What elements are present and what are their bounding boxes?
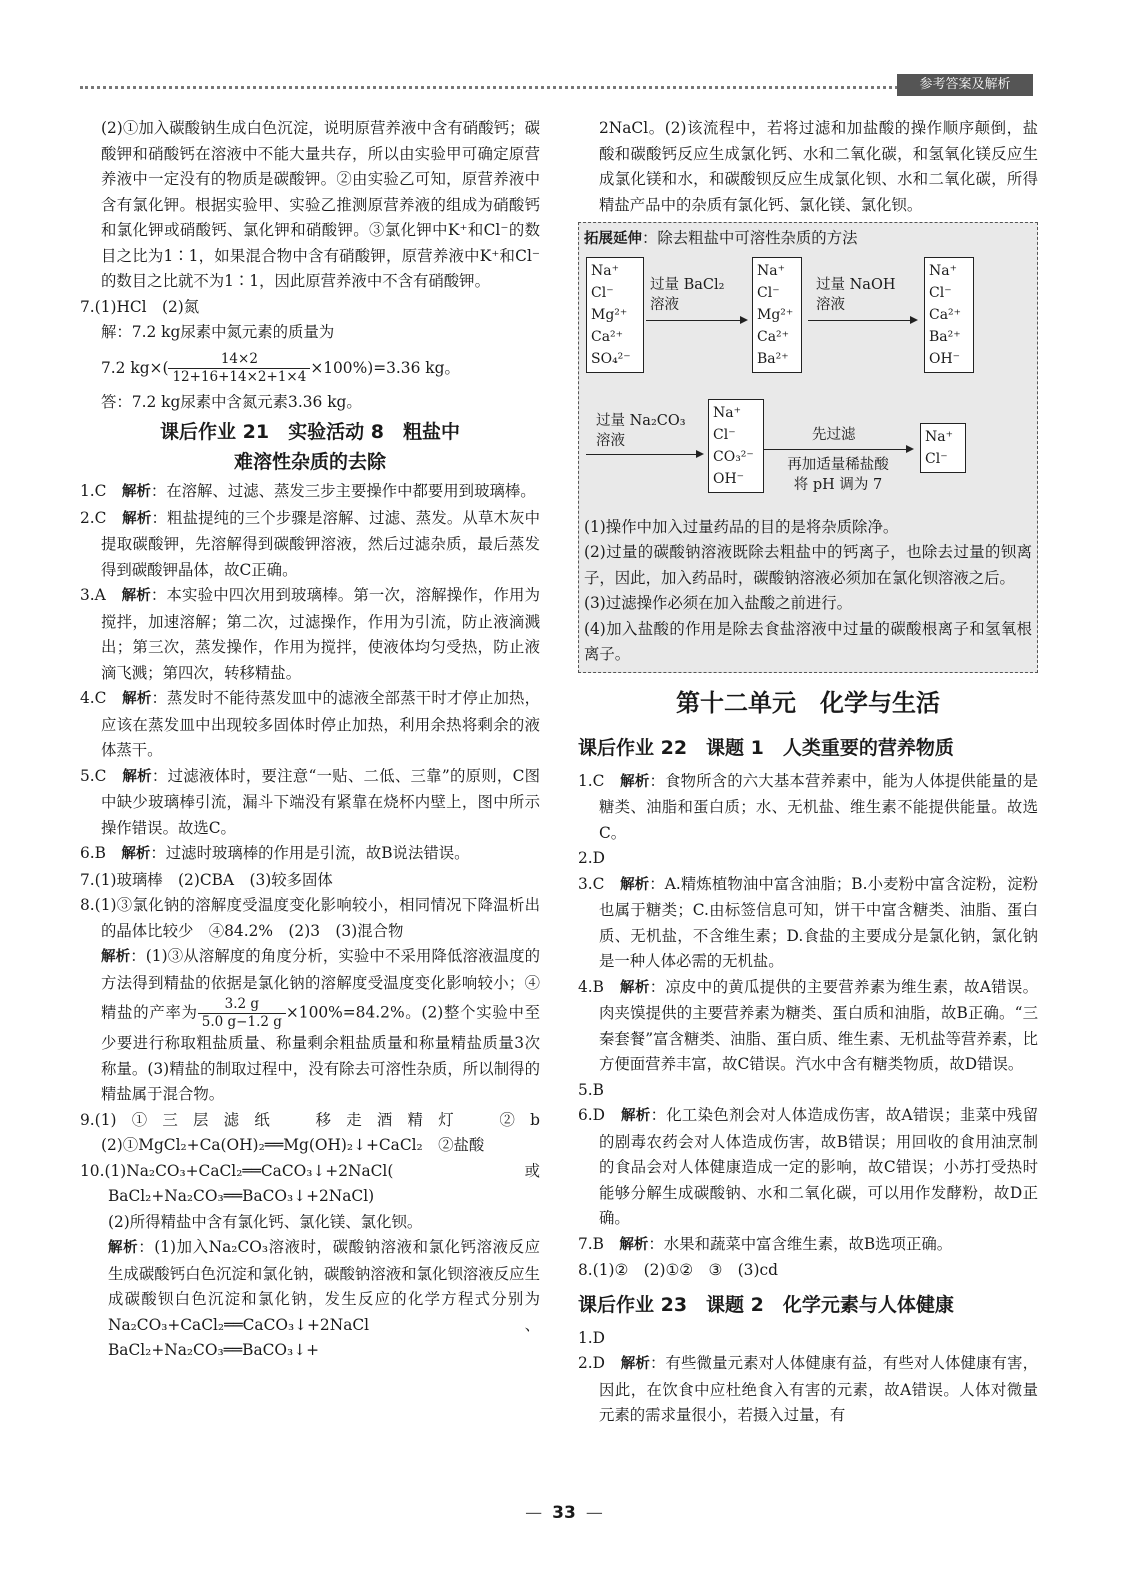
answer-number: 2.D — [578, 1354, 621, 1372]
header-label: 参考答案及解析 — [897, 74, 1033, 96]
extension-box — [578, 222, 1038, 673]
ion: CO₃²⁻ — [713, 448, 754, 465]
answer-item — [578, 769, 1038, 847]
ion: Cl⁻ — [925, 450, 948, 467]
ion: Ca²⁺ — [591, 328, 624, 345]
arrow-right-icon — [764, 449, 912, 450]
ion: OH⁻ — [713, 470, 745, 487]
extension-note: (4)加入盐酸的作用是除去食盐溶液中过量的碳酸根离子和氢氧根离子。 — [584, 619, 1032, 663]
reagent-text: 溶液 — [596, 432, 625, 449]
analysis-text: ：化工染色剂会对人体造成伤害，故A错误；韭菜中残留的剧毒农药会对人体造成伤害，故B错误；用回收的食用油烹制的食品会对人体健康造成一定的影响，故C错误；小苏打受热时能够分解生成碳酸钠、水和二氧化碳，可以用作发酵粉，故D正确。 — [599, 1106, 1038, 1227]
analysis-text: ：水果和蔬菜中富含维生素，故B选项正确。 — [648, 1234, 953, 1253]
analysis-label: 解析 — [122, 691, 152, 707]
ion-box-1 — [586, 257, 644, 373]
answer-number: 6.D — [578, 1106, 621, 1124]
fraction-denominator: 12+16+14×2+1×4 — [172, 369, 307, 385]
analysis-text: ：本实验中四次用到玻璃棒。第一次，溶解操作，作用为搅拌，加速溶解；第二次，过滤操作，作用为引流，防止液滴溅出；第三次，蒸发操作，作用为搅拌，使液体均匀受热，防止液滴飞溅；第四次，转移精盐。 — [101, 586, 540, 682]
reagent-label-4-bottom — [776, 455, 900, 495]
reagent-label-1 — [650, 275, 724, 315]
calc-suffix: ×100%)=3.36 kg。 — [310, 358, 460, 377]
analysis-text: ：食物所含的六大基本营养素中，能为人体提供能量的是糖类、油脂和蛋白质；水、无机盐、维生素不能提供能量。故选C。 — [599, 771, 1038, 842]
fraction — [198, 996, 286, 1031]
fraction-denominator: 5.0 g−1.2 g — [201, 1014, 282, 1030]
answer-item: 10.(1)Na₂CO₃+CaCl₂══CaCO₃↓+2NaCl(或BaCl₂+Na₂CO₃══BaCO₃↓+2NaCl) — [80, 1161, 540, 1205]
answer-8-analysis — [80, 944, 540, 1108]
ion-box-4 — [708, 399, 764, 493]
ion: OH⁻ — [929, 350, 961, 367]
answer-item — [578, 975, 1038, 1078]
analysis-text: ：过滤液体时，要注意“一贴、二低、三靠”的原则，C图中缺少玻璃棒引流，漏斗下端没有紧靠在烧杯内壁上，图中所示操作错误。故选C。 — [101, 766, 541, 837]
section-title-23: 课后作业 23 课题 2 化学元素与人体健康 — [578, 1293, 954, 1316]
right-column — [578, 116, 1038, 1429]
reagent-text: 过量 BaCl₂ — [650, 276, 725, 293]
answer-item: 7.(1)玻璃棒 (2)CBA (3)较多固体 — [80, 870, 333, 889]
answer-number: 1.C — [80, 482, 122, 500]
analysis-text: ：(1)加入Na₂CO₃溶液时，碳酸钠溶液和氯化钙溶液反应生成碳酸钙白色沉淀和氯化钠，碳酸钠溶液和氯化钡溶液反应生成碳酸钡白色沉淀和氯化钠，发生反应的化学方程式分别为Na₂CO₃+CaCl₂══CaCO₃↓+2NaCl、BaCl₂+Na₂CO₃══BaCO₃↓+ — [108, 1238, 540, 1359]
extension-subtitle: ：除去粗盐中可溶性杂质的方法 — [642, 229, 858, 247]
extension-title — [584, 226, 1032, 253]
fraction-numerator: 3.2 g — [198, 996, 286, 1014]
answer-continuation: 2NaCl。(2)该流程中，若将过滤和加盐酸的操作顺序颠倒，盐酸和碳酸钙反应生成氯化钙、水和二氧化碳，和氢氧化镁反应生成氯化镁和水，和碳酸钡反应生成氯化钡、水和二氧化碳，所得精盐产品中的杂质有氯化钙、氯化镁、氯化钡。 — [599, 119, 1038, 214]
analysis-label: 解析 — [619, 1236, 649, 1253]
analysis-label: 解析 — [621, 1108, 651, 1124]
arrow-right-icon — [646, 320, 746, 321]
answer-item — [80, 479, 540, 506]
ion: Ca²⁺ — [929, 306, 962, 323]
answer-item: 8.(1)② (2)①② ③ (3)cd — [578, 1261, 778, 1279]
answer-7-conclusion: 答：7.2 kg尿素中含氮元素3.36 kg。 — [101, 392, 362, 411]
reagent-text: 再加适量稀盐酸 — [787, 456, 889, 473]
answer-7-solution: 解：7.2 kg尿素中氮元素的质量为 — [101, 323, 335, 341]
page-number: — 33 — — [525, 1503, 603, 1523]
calc-prefix: 7.2 kg×( — [101, 358, 169, 377]
answer-number: 3.A — [80, 586, 122, 604]
analysis-text: ×100%=84.2%。(2)整个实验中至少要进行称取粗盐质量、称量剩余粗盐质量和称量精盐质量3次称量。(3)精盐的制取过程中，没有除去可溶性杂质，所以制得的精盐属于混合物。 — [101, 1003, 540, 1103]
analysis-label: 解析 — [108, 1240, 139, 1256]
answer-item — [80, 506, 540, 584]
answer-continuation: (2)①加入碳酸钠生成白色沉淀，说明原营养液中含有硝酸钙；碳酸钾和硝酸钙在溶液中不能大量共存，所以由实验甲可确定原营养液中一定没有的物质是碳酸钾。②由实验乙可知，原营养液中含有氯化钾。根据实验甲、实验乙推测原营养液的组成为硝酸钙和氯化钾或硝酸钙、氯化钾和硝酸钾。③氯化钾中K⁺和Cl⁻的数目之比为1∶1，如果混合物中含有硝酸钾，原营养液中K⁺和Cl⁻的数目之比就不为1∶1，因此原营养液中不含有硝酸钾。 — [101, 119, 540, 290]
answer-item — [80, 583, 540, 686]
unit-title: 第十二单元 化学与生活 — [676, 688, 940, 717]
answer-item — [578, 872, 1038, 975]
answer-10-analysis — [80, 1235, 540, 1364]
extension-note: (1)操作中加入过量药品的目的是将杂质除净。 — [584, 517, 899, 536]
analysis-text: ：蒸发时不能待蒸发皿中的滤液全部蒸干时才停止加热，应该在蒸发皿中出现较多固体时停止加热，利用余热将剩余的液体蒸干。 — [101, 689, 540, 759]
analysis-text: ：粗盐提纯的三个步骤是溶解、过滤、蒸发。从草木灰中提取碳酸钾，先溶解得到碳酸钾溶液，然后过滤杂质，最后蒸发得到碳酸钾晶体，故C正确。 — [101, 508, 540, 579]
ion: Na⁺ — [591, 262, 619, 279]
analysis-text: ：(1)③从溶解度的角度分析，实验中不采用降低溶液温度的方法得到精盐的依据是氯化钠的溶解度受温度变化影响较小；④精盐的产率为 — [101, 947, 541, 1022]
extension-label: 拓展延伸 — [584, 231, 642, 247]
ion: Na⁺ — [925, 428, 953, 445]
answer-7: 7.(1)HCl (2)氮 — [80, 297, 200, 316]
analysis-text: ：过滤时玻璃棒的作用是引流，故B说法错误。 — [150, 844, 470, 862]
answer-item — [578, 1232, 1038, 1259]
analysis-text: ：A.精炼植物油中富含油脂；B.小麦粉中富含淀粉，淀粉也属于糖类；C.由标签信息可知，饼干中富含糖类、油脂、蛋白质、无机盐，不含维生素；D.食盐的主要成分是氯化钠，氯化钠是一种人体必需的无机盐。 — [599, 874, 1038, 970]
answer-item: 1.D — [578, 1328, 606, 1347]
extension-note: (3)过滤操作必须在加入盐酸之前进行。 — [584, 594, 853, 612]
analysis-label: 解析 — [101, 949, 131, 965]
reagent-text: 溶液 — [816, 296, 845, 313]
analysis-text: ：凉皮中的黄瓜提供的主要营养素为维生素，故A错误。肉夹馍提供的主要营养素为糖类、蛋白质和油脂，故B正确。“三秦套餐”富含糖类、油脂、蛋白质、维生素、无机盐等营养素，比方便面营养丰富，故C错误。汽水中含有糖类物质，故D错误。 — [599, 977, 1039, 1073]
answer-number: 4.B — [578, 977, 621, 996]
ion-flow-diagram — [584, 253, 1032, 515]
ion: Cl⁻ — [757, 284, 780, 301]
answer-item: 5.B — [578, 1080, 604, 1099]
analysis-label: 解析 — [122, 768, 152, 785]
ion: Mg²⁺ — [757, 306, 794, 323]
ion: Cl⁻ — [713, 426, 736, 443]
ion-box-2 — [752, 257, 802, 373]
left-column — [80, 116, 556, 1364]
analysis-label: 解析 — [121, 484, 151, 500]
answer-number: 7.B — [578, 1234, 620, 1253]
ion: Mg²⁺ — [591, 306, 628, 323]
answer-item — [80, 841, 540, 868]
analysis-label: 解析 — [121, 588, 151, 604]
answer-number: 2.C — [80, 508, 123, 527]
answer-number: 3.C — [578, 874, 621, 893]
ion: Ba²⁺ — [757, 350, 789, 367]
analysis-label: 解析 — [620, 979, 650, 996]
answer-item — [80, 686, 540, 764]
answer-item — [80, 764, 540, 842]
answer-10-part2: (2)所得精盐中含有氯化钙、氯化镁、氯化钡。 — [108, 1212, 423, 1231]
header-dotted-rule — [80, 86, 910, 89]
ion: Cl⁻ — [591, 284, 614, 301]
analysis-label: 解析 — [122, 510, 152, 527]
reagent-text: 过量 NaOH — [816, 276, 896, 293]
fraction — [168, 351, 310, 386]
reagent-text: 将 pH 调为 7 — [793, 476, 883, 493]
answer-7-calculation — [80, 346, 540, 390]
answer-number: 6.B — [80, 844, 122, 862]
answer-item: 8.(1)③氯化钠的溶解度受温度变化影响较小，相同情况下降温析出的晶体比较少 ④84.2% (2)3 (3)混合物 — [80, 896, 540, 940]
ion-box-5 — [920, 423, 966, 473]
analysis-label: 解析 — [620, 773, 650, 790]
ion: Cl⁻ — [929, 284, 952, 301]
section-title-21-line2: 难溶性杂质的去除 — [233, 451, 386, 473]
ion: Ba²⁺ — [929, 328, 961, 345]
section-title-21 — [80, 417, 540, 477]
section-title-22: 课后作业 22 课题 1 人类重要的营养物质 — [578, 736, 954, 759]
fraction-numerator: 14×2 — [168, 351, 310, 369]
analysis-text: ：有些微量元素对人体健康有益，有些对人体健康有害，因此，在饮食中应杜绝食入有害的元素，故A错误。人体对微量元素的需求量很小，若摄入过量，有 — [599, 1354, 1038, 1424]
ion-box-3 — [924, 257, 974, 373]
section-title-21-line1: 课后作业 21 实验活动 8 粗盐中 — [160, 421, 460, 443]
reagent-text: 溶液 — [650, 296, 679, 313]
answer-number: 1.C — [578, 771, 621, 790]
answer-number: 4.C — [80, 689, 123, 707]
analysis-label: 解析 — [121, 846, 151, 862]
analysis-text: ：在溶解、过滤、蒸发三步主要操作中都要用到玻璃棒。 — [150, 482, 536, 500]
reagent-text: 过量 Na₂CO₃ — [596, 412, 686, 429]
ion: Na⁺ — [757, 262, 785, 279]
ion: Na⁺ — [929, 262, 957, 279]
answer-item: 2.D — [578, 849, 606, 867]
answer-item — [578, 1103, 1038, 1232]
analysis-label: 解析 — [620, 1356, 650, 1372]
reagent-label-4-top: 先过滤 — [812, 426, 856, 443]
arrow-right-icon — [808, 320, 916, 321]
extension-note: (2)过量的碳酸钠溶液既除去粗盐中的钙离子，也除去过量的钡离子，因此，加入药品时，碳酸钠溶液必须加在氯化钡溶液之后。 — [584, 543, 1032, 587]
answer-item: 9.(1)①三层滤纸 移走酒精灯 ②b (2)①MgCl₂+Ca(OH)₂══Mg(OH)₂↓+CaCl₂ ②盐酸 — [80, 1110, 556, 1154]
reagent-label-3 — [596, 411, 686, 451]
ion: SO₄²⁻ — [591, 350, 631, 367]
page-number-value: 33 — [552, 1503, 576, 1523]
ion: Ca²⁺ — [757, 328, 790, 345]
arrow-right-icon — [586, 454, 702, 455]
analysis-label: 解析 — [620, 876, 650, 893]
answer-item — [578, 1351, 1038, 1429]
reagent-label-2 — [816, 275, 895, 315]
ion: Na⁺ — [713, 404, 741, 421]
answer-number: 5.C — [80, 766, 123, 785]
